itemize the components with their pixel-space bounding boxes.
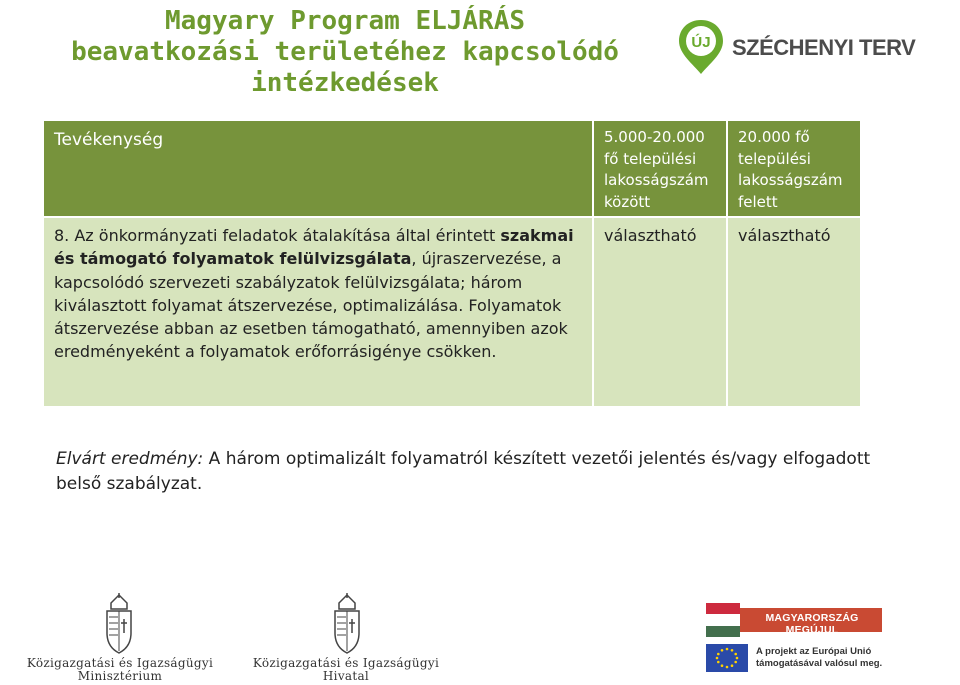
hungarian-coat-of-arms-icon xyxy=(102,593,136,655)
header-col2-line: lakosságszám xyxy=(604,171,709,189)
table-cell-col2 xyxy=(594,218,726,406)
col2-value: választható xyxy=(604,226,697,245)
banner-text: MAGYARORSZÁG MEGÚJUL xyxy=(765,612,859,636)
hungarian-flag-icon xyxy=(706,603,740,637)
title-line-2: beavatkozási területéhez kapcsolódó xyxy=(71,37,619,67)
expected-result-text: A három optimalizált folyamatról készített vezetői jelentés és/vagy elfogadott belső szabályzat. xyxy=(56,449,871,494)
header-col2-line: között xyxy=(604,192,651,211)
institution-ministry-line: Minisztérium xyxy=(77,669,163,683)
institution-ministry xyxy=(22,657,218,683)
header-activity: Tevékenység xyxy=(44,121,592,216)
eu-flag-icon xyxy=(706,644,748,672)
expected-result-label: Elvárt eredmény: xyxy=(56,449,204,469)
header-col3-line: települési xyxy=(738,149,811,168)
logo-pin-text: ÚJ xyxy=(691,34,711,51)
map-pin-icon xyxy=(676,18,726,76)
magyarorszag-megujul-banner xyxy=(706,603,882,637)
activity-text-prefix: 8. Az önkormányzati feladatok átalakítása által érintett xyxy=(54,226,496,245)
footer xyxy=(0,580,960,685)
header-col2-line: fő települési xyxy=(604,149,697,168)
header-col2-line: 5.000-20.000 xyxy=(604,128,705,146)
expected-result xyxy=(56,447,906,497)
logo-text: SZÉCHENYI TERV xyxy=(732,35,916,60)
institution-office xyxy=(248,657,444,683)
eu-support-line: A projekt az Európai Unió xyxy=(756,646,872,657)
activity-table xyxy=(44,121,860,406)
header-col3-line: lakosságszám xyxy=(738,171,843,189)
institution-office-line: Hivatal xyxy=(322,669,370,683)
szechenyi-terv-logo xyxy=(676,18,936,88)
activity-text-bold: szakmai és támogató folyamatok felülvizsgálata xyxy=(54,226,574,269)
col3-value: választható xyxy=(738,226,831,245)
table-cell-col3 xyxy=(728,218,860,406)
eu-support-text xyxy=(756,646,956,670)
header-col3-line: felett xyxy=(738,192,778,211)
title-line-1: Magyary Program ELJÁRÁS xyxy=(164,6,526,36)
header-population-over-20000 xyxy=(728,121,860,216)
header-col3-line: 20.000 fő xyxy=(738,128,810,146)
activity-description xyxy=(54,224,582,364)
table-row-activity xyxy=(44,218,592,406)
title-line-3: intézkedések xyxy=(251,68,439,98)
hungarian-coat-of-arms-icon xyxy=(330,593,364,655)
page-title xyxy=(45,6,645,99)
institution-office-line: Közigazgatási és Igazságügyi xyxy=(252,656,440,670)
eu-support-line: támogatásával valósul meg. xyxy=(756,658,883,669)
activity-text-rest: , újraszervezése, a kapcsolódó szervezeti szabályzatok felülvizsgálata; három kiválasztott folyamat átszervezése, optimalizálása. Folyamatok átszervezése abban az esetben támogatható, amennyiben azok eredményeként a folyamatok erőforrásigénye csökken. xyxy=(54,249,568,362)
header-population-5000-20000 xyxy=(594,121,726,216)
institution-ministry-line: Közigazgatási és Igazságügyi xyxy=(26,656,214,670)
